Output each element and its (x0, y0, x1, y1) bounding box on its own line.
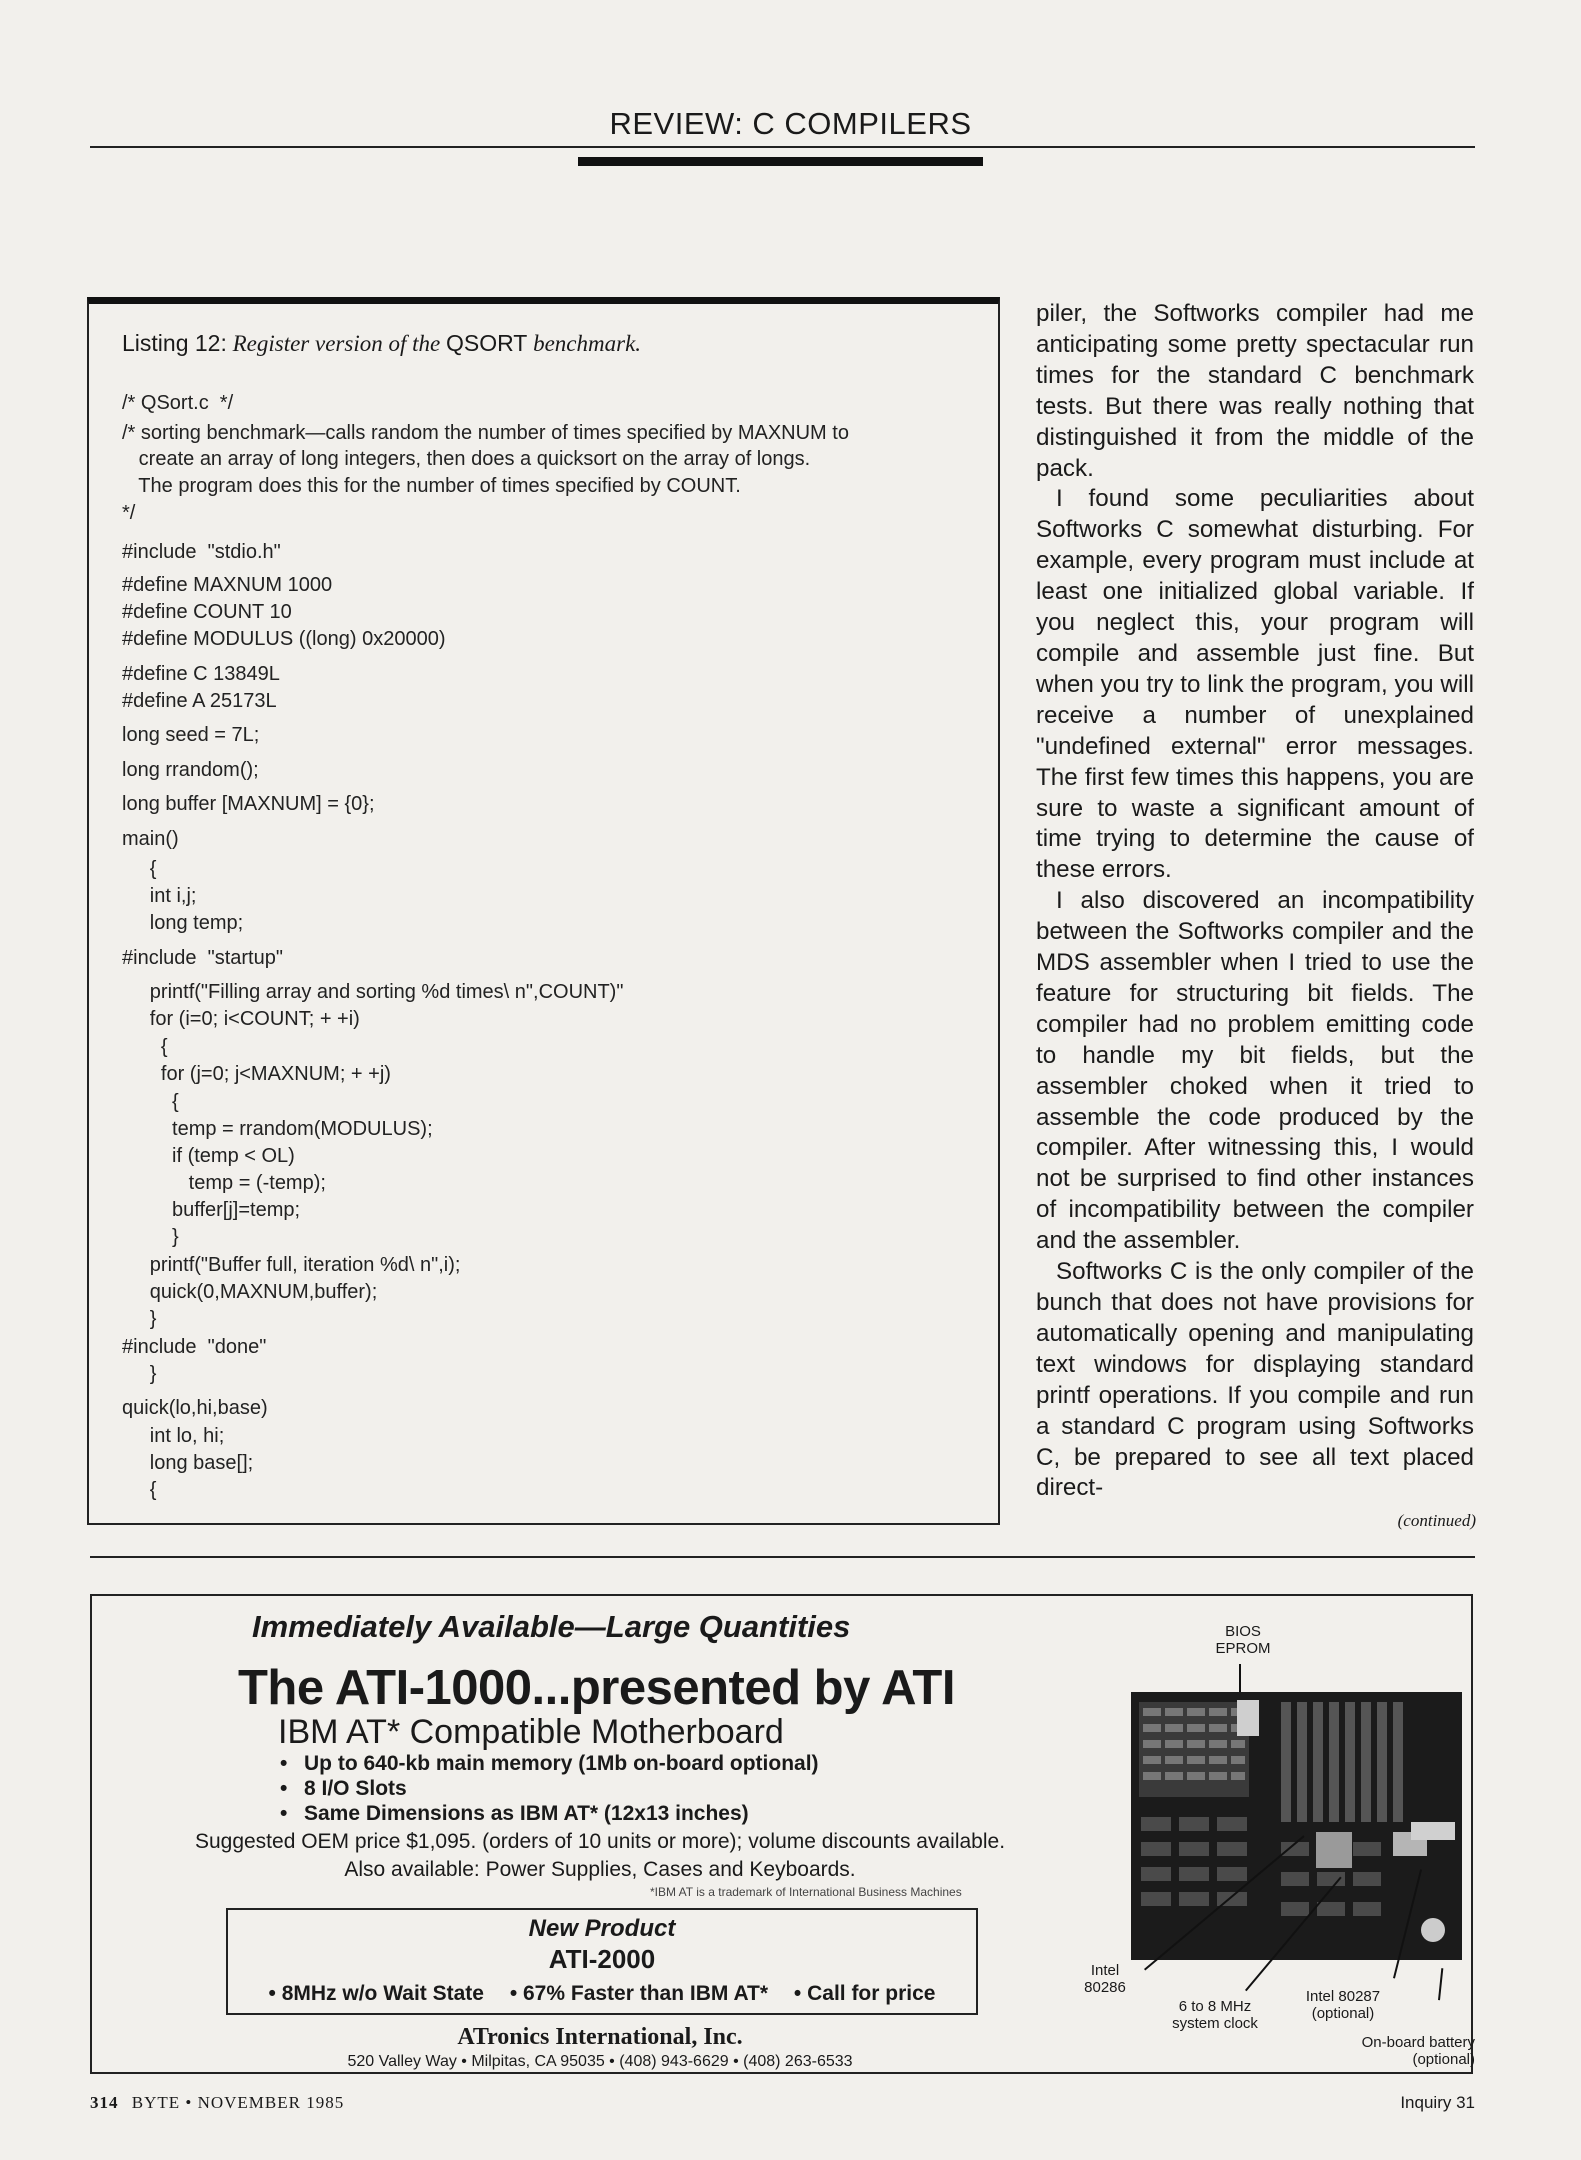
callout-intel-80286 (1080, 1962, 1130, 1996)
code-line: /* sorting benchmark—calls random the number of times specified by MAXNUM to (122, 422, 849, 444)
callout-text: Intel 80287 (1305, 1988, 1381, 2005)
running-head: REVIEW: C COMPILERS (609, 106, 972, 141)
company-address: 520 Valley Way • Milpitas, CA 95035 • (408) 943-6629 • (408) 263-6533 (347, 2053, 853, 2070)
code-line: long rrandom(); (122, 759, 259, 781)
folio (90, 2093, 344, 2113)
listing-caption-a: Register version of the (232, 331, 441, 356)
code-line: { (122, 858, 157, 880)
code-line: printf("Buffer full, iteration %d\ n",i); (122, 1254, 461, 1276)
article-paragraph: I also discovered an incompatibility between the Softworks compiler and the MDS assembler when I tried to use the feature for structuring bit fields. The compiler had no problem emitting code to handle my bit fields, but the assembler choked when it tried to assemble the code produced by the compiler. After witnessing this, I would not be surprised to find other instances of incompatibility between the compiler and the assembler. (1036, 887, 1474, 1255)
code-line: long base[]; (122, 1452, 254, 1474)
leader-line (1239, 1664, 1241, 1692)
code-line: printf("Filling array and sorting %d times\ n",COUNT)" (122, 981, 624, 1003)
ad-headline: The ATI-1000...presented by ATI (238, 1661, 955, 1715)
code-line: { (122, 1479, 157, 1501)
code-line: temp = (-temp); (122, 1172, 326, 1194)
ad-tagline: Immediately Available—Large Quantities (252, 1609, 851, 1644)
ad-price-line: Suggested OEM price $1,095. (orders of 10 units or more); volume discounts available. (194, 1830, 1006, 1853)
code-line: /* QSort.c */ (122, 392, 234, 414)
code-line: temp = rrandom(MODULUS); (122, 1118, 433, 1140)
code-line: int lo, hi; (122, 1425, 225, 1447)
code-line: quick(0,MAXNUM,buffer); (122, 1281, 378, 1303)
ad-also-line: Also available: Power Supplies, Cases and Keyboards. (344, 1858, 856, 1881)
code-line: } (122, 1363, 157, 1385)
ad-bullet: • Same Dimensions as IBM AT* (12x13 inches) (280, 1801, 819, 1826)
code-line: create an array of long integers, then does a quicksort on the array of longs. (122, 448, 811, 470)
listing-label: Listing 12: (122, 330, 227, 356)
code-line: #include "done" (122, 1336, 267, 1358)
callout-text: (optional) (1412, 2051, 1475, 2068)
article-column (1036, 299, 1474, 1504)
code-line: } (122, 1308, 157, 1330)
code-line: long buffer [MAXNUM] = {0}; (122, 793, 375, 815)
callout-text: (optional) (1311, 2005, 1375, 2022)
ad-trademark: *IBM AT is a trademark of International Business Machines (650, 1885, 962, 1899)
new-product-features (226, 1982, 978, 2006)
callout-text: 80286 (1084, 1979, 1126, 1996)
callout-bios (1205, 1623, 1281, 1657)
inquiry-number: Inquiry 31 (1400, 2093, 1475, 2112)
code-line: #define C 13849L (122, 663, 280, 685)
code-line: { (122, 1091, 179, 1113)
code-line: #define A 25173L (122, 690, 277, 712)
listing-title (122, 330, 641, 357)
code-line: long temp; (122, 912, 244, 934)
section-rule (90, 1556, 1475, 1558)
callout-80287 (1298, 1988, 1388, 2022)
callout-text: 6 to 8 MHz (1178, 1998, 1252, 2015)
ad-bullet: • 8 I/O Slots (280, 1776, 819, 1801)
new-product-feature: • 8MHz w/o Wait State (269, 1982, 484, 2005)
new-product-feature: • 67% Faster than IBM AT* (510, 1982, 768, 2005)
code-line: #define MODULUS ((long) 0x20000) (122, 628, 446, 650)
code-line: { (122, 1036, 168, 1058)
listing-caption-b: QSORT (445, 330, 528, 356)
code-line: #define COUNT 10 (122, 601, 292, 623)
new-product-model: ATI-2000 (548, 1944, 656, 1974)
motherboard-photo (1131, 1692, 1462, 1960)
code-line: for (j=0; j<MAXNUM; + +j) (122, 1063, 391, 1085)
code-line: #define MAXNUM 1000 (122, 574, 333, 596)
code-line: } (122, 1226, 179, 1248)
code-line: main() (122, 828, 179, 850)
header-bar (578, 157, 983, 166)
listing-caption-c: benchmark. (533, 331, 642, 356)
article-paragraph: piler, the Softworks compiler had me anticipating some pretty spectacular run times for the standard C benchmark tests. But there was really nothing that distinguished it from the middle of the pack. (1036, 300, 1474, 482)
ad-subhead: IBM AT* Compatible Motherboard (278, 1713, 784, 1751)
code-line: long seed = 7L; (122, 724, 260, 746)
new-product-label: New Product (528, 1915, 676, 1942)
code-line: quick(lo,hi,base) (122, 1397, 268, 1419)
callout-text: system clock (1172, 2015, 1258, 2032)
callout-text: Intel (1090, 1962, 1120, 1979)
company-name: ATronics International, Inc. (457, 2024, 743, 2050)
header-rule (90, 146, 1475, 148)
code-line: int i,j; (122, 885, 197, 907)
callout-clock (1160, 1998, 1270, 2032)
article-paragraph: Softworks C is the only compiler of the bunch that does not have provisions for automatically opening and manipulating text windows for displaying standard printf operations. If you compile and run a standard C program using Softworks C, be prepared to see all text placed direct- (1036, 1258, 1474, 1502)
magazine-issue: BYTE • NOVEMBER 1985 (131, 2093, 345, 2112)
callout-battery (1330, 2034, 1475, 2068)
code-line: #include "startup" (122, 947, 283, 969)
code-line: if (temp < OL) (122, 1145, 295, 1167)
ad-bullet: • Up to 640-kb main memory (1Mb on-board optional) (280, 1751, 819, 1776)
ad-bullet-list (280, 1751, 819, 1826)
code-line: for (i=0; i<COUNT; + +i) (122, 1008, 360, 1030)
code-line: buffer[j]=temp; (122, 1199, 301, 1221)
callout-text: On-board battery (1361, 2034, 1475, 2051)
callout-text: EPROM (1215, 1640, 1271, 1657)
code-line: The program does this for the number of times specified by COUNT. (122, 475, 741, 497)
callout-text: BIOS (1225, 1623, 1261, 1640)
new-product-feature: • Call for price (794, 1982, 936, 2005)
continued-note: (continued) (1397, 1511, 1476, 1530)
article-paragraph: I found some peculiarities about Softworks C somewhat disturbing. For example, every program must include at least one initialized global variable. If you neglect this, your program will compile and assemble just fine. But when you try to link the program, you will receive a number of unexplained "undefined external" error messages. The first few times this happens, you are sure to waste a significant amount of time trying to determine the cause of these errors. (1036, 485, 1474, 884)
page-number: 314 (90, 2093, 119, 2112)
code-line: #include "stdio.h" (122, 541, 281, 563)
code-line: */ (122, 502, 136, 524)
